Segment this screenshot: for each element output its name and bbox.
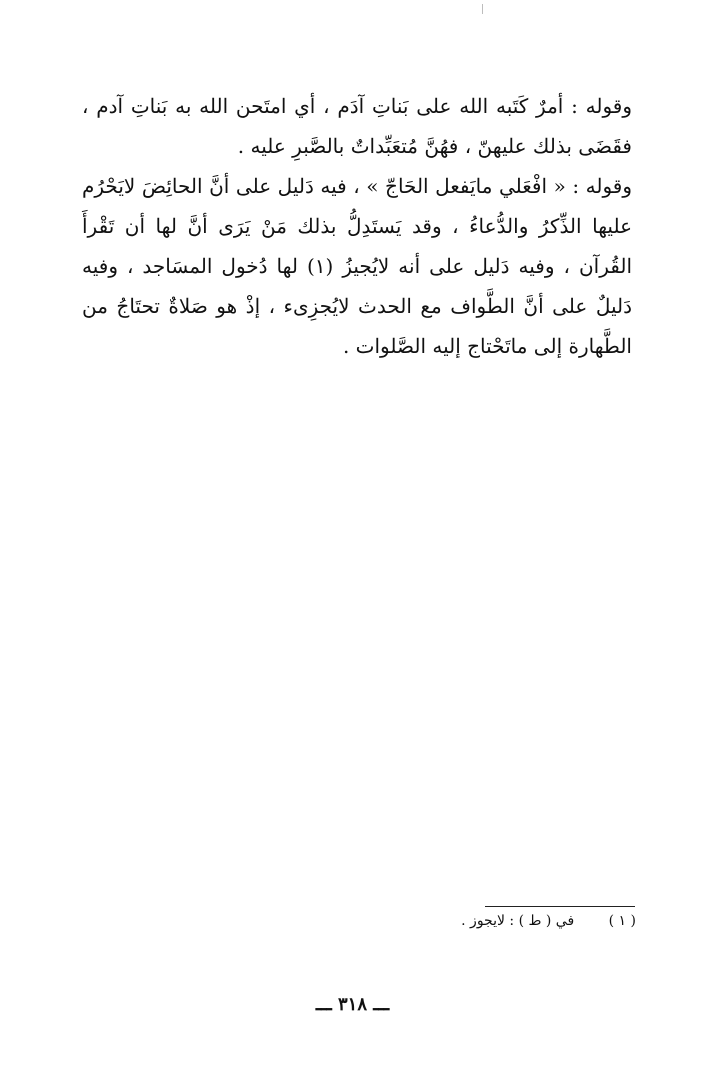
scan-mark [482,4,483,14]
main-text [82,86,632,366]
footnote-number: ( ١ ) [608,913,636,929]
footnote-separator [485,906,635,907]
paragraph-2: وقوله : « افْعَلي مايَفعل الحَاجّ » ، فيه دَليل على أنَّ الحائِضَ لايَحْرُم عليها الذِّكرُ والدُّعاءُ ، وقد يَستَدِلُّ بذلك مَنْ يَرَى أنَّ لها أن تَقْرأَ القُرآن ، وفيه دَليل على أنه لايُجيزُ (١) لها دُخول المسَاجد ، وفيه دَليلٌ على أنَّ الطَّواف مع الحدث لايُجزِىء ، إذْ هو صَلاةٌ تحتَاجُ من الطَّهارة إلى ماتَحْتاج إليه الصَّلوات . [82,174,632,358]
footnote-text: في ( ط ) : لايجوز . [461,913,575,929]
paragraph-1: وقوله : أمرٌ كَتَبه الله على بَناتِ آدَم ، أي امتَحن الله به بَناتِ آدم ، فقَضَى بذلك عليهنّ ، فهُنَّ مُتعَبِّداتٌ بالصَّبرِ عليه . [82,94,632,158]
page-number: ـــ ٣١٨ ـــ [315,994,390,1015]
footnote [360,910,636,932]
